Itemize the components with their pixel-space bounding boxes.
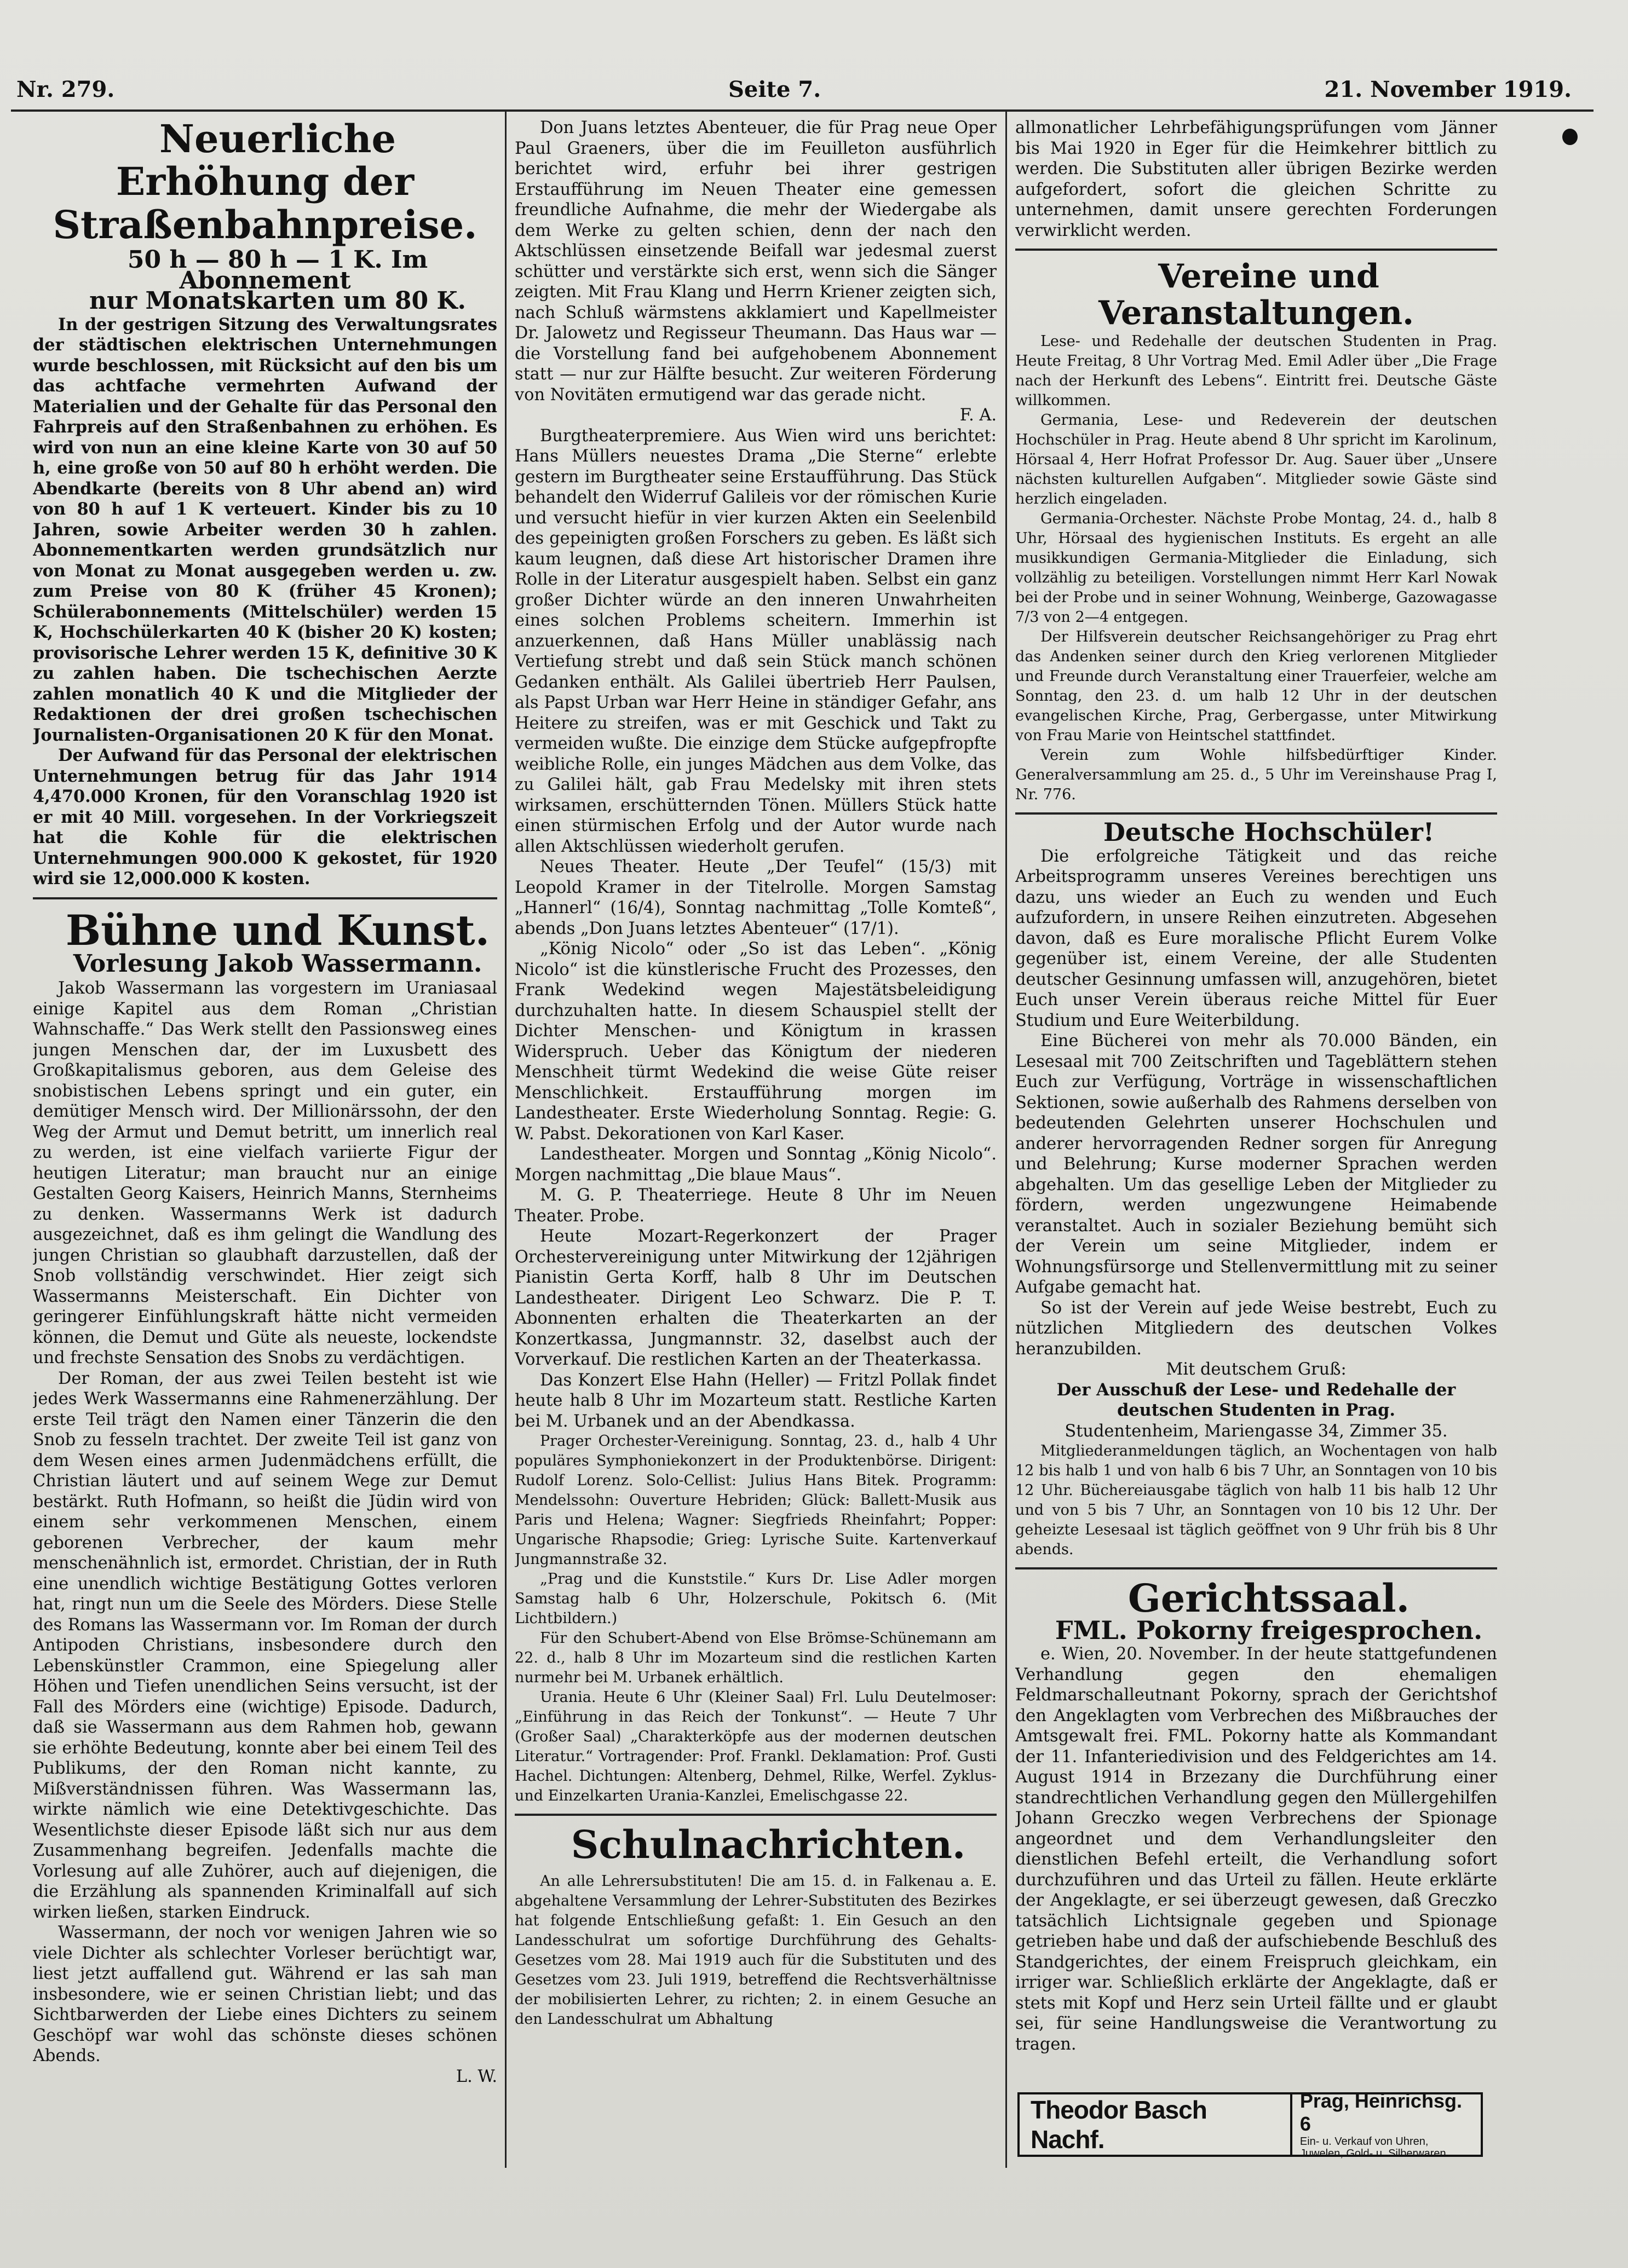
notice-paragraph: Das Konzert Else Hahn (Heller) — Fritzl Pollak findet heute halb 8 Uhr im Mozarteum statt. Restliche Karten bei M. Urbanek und an der Abendkassa. [515,1370,997,1431]
ad-details [1292,2087,1481,2162]
section-rule [1015,249,1497,251]
notice-address: Studentenheim, Mariengasse 34, Zimmer 35. [1065,1421,1448,1441]
column-divider-2 [1005,109,1007,2168]
article-paragraph: Wassermann, der noch vor wenigen Jahren wie so viele Dichter als schlechter Vorleser berüchtigt war, liest jetzt auffallend gut. Während er las sah man insbesondere, wie er seinen Christian liebt; und das Sichtbarwerden der Liebe eines Dichters zu seinem Geschöpf war wohl das schönste dieses schönen Abends. [33,1923,497,2066]
notice-paragraph: Prager Orchester-Vereinigung. Sonntag, 23. d., halb 4 Uhr populäres Symphoniekonzert in der Produktenbörse. Dirigent: Rudolf Lorenz. Solo-Cellist: Julius Hans Bitek. Programm: Mendelssohn: Ouverture Hebriden; Glück: Ballett-Musik aus Paris und Helena; Wagner: Siegfrieds Rheinfahrt; Popper: Ungarische Rhapsodie; Grieg: Lyrische Suite. Kartenverkauf Jungmannstraße 32. [515,1433,997,1568]
section-gerichtssaal: Gerichtssaal. [1127,1576,1410,1621]
advertisement-basch [1017,2090,1483,2160]
article-paragraph: Der Aufwand für das Personal der elektrischen Unternehmungen betrug für das Jahr 1914 4,470.000 Kronen, für den Voranschlag 1920 ist er mit 40 Mill. vorgesehen. In der Vorkriegszeit hat die Kohle für die elektrischen Unternehmungen 900.000 K gekostet, für 1920 wird sie 12,000.000 K kosten. [33,746,497,889]
subhead-pokorny: FML. Pokorny freigesprochen. [1055,1615,1483,1645]
notice-paragraph: Germania, Lese- und Redeverein der deutschen Hochschüler in Prag. Heute abend 8 Uhr spricht im Karolinum, Hörsaal 4, Herr Hofrat Professor Dr. Aug. Sauer über „Unsere nächsten kulturellen Aufgaben“. Mitglieder sowie Gäste sind herzlich eingeladen. [1015,412,1497,508]
notice-paragraph: M. G. P. Theaterriege. Heute 8 Uhr im Neuen Theater. Probe. [515,1186,997,1226]
notice-greeting: Mit deutschem Gruß: [1166,1360,1347,1380]
article-paragraph: Don Juans letztes Abenteuer, die für Prag neue Oper Paul Graeners, über die im Feuilleton ausführlich berichtet wird, erfuhr bei ihrer gestrigen Erstaufführung im Neuen Theater eine gemessen freundliche Aufnahme, die mehr der Wiedergabe als dem Werke zu gelten schien, denn der nach den Aktschlüssen einsetzende Beifall war jedesmal zuerst schütter und verstärkte sich erst, wenn sich die Sänger zeigten. Mit Frau Klang und Herrn Kriener zeigten sich, nach Schluß wärmstens akklamiert und Kapellmeister Dr. Jalowetz und Regisseur Theumann. Das Haus war — die Vorstellung fand bei aufgehobenem Abonnement statt — nur zur Hälfte besucht. Zur weiteren Förderung von Novitäten ermutigend war das gerade nicht. [515,118,997,405]
column-1 [33,118,497,2154]
page-header [16,77,1594,109]
subhead-monthly: nur Monatskarten um 80 K. [89,287,466,315]
article-paragraph: In der gestrigen Sitzung des Verwaltungsrates der städtischen elektrischen Unternehmungen wurde beschlossen, mit Rücksicht auf den bis um das achtfache vermehrten Aufwand der Materialien und der Gehalte für das Personal den Fahrpreis auf den Straßenbahnen zu erhöhen. Es wird von nun an eine kleine Karte von 30 auf 50 h, eine große von 50 auf 80 h erhöht werden. Die Abendkarte (bereits von 8 Uhr abend an) wird von 80 h auf 1 K verteuert. Kinder bis zu 10 Jahren, sowie Arbeiter werden 30 h zahlen. Abonnementkarten werden grundsätzlich nur von Monat zu Monat ausgegeben werden u. zw. zum Preise von 80 K (früher 45 Kronen); Schülerabonnements (Mittelschüler) werden 15 K, Hochschülerkarten 40 K (bisher 20 K) kosten; provisorische Lehrer werden 15 K, definitive 30 K zu zahlen haben. Die tschechischen Aerzte zahlen monatlich 40 K und die Mitglieder der Redaktionen der drei großen tschechischen Journalisten-Organisationen 20 K für den Monat. [33,314,497,745]
notice-paragraph: So ist der Verein auf jede Weise bestrebt, Euch zu nützlichen Mitgliedern des deutschen Volkes heranzubilden. [1015,1298,1497,1359]
section-schulnachrichten: Schulnachrichten. [571,1822,966,1867]
article-paragraph: An alle Lehrersubstituten! Die am 15. d. in Falkenau a. E. abgehaltene Versammlung der Lehrer-Substituten des Bezirkes hat folgende Entschließung gefaßt: 1. Ein Gesuch an den Landesschulrat um sofortige Durchführung des Gehalts-Gesetzes vom 28. Mai 1919 auch für die Substituten und des Gesetzes vom 23. Juli 1919, betreffend die Rechtsverhältnisse der mobilisierten Lehrer, zu richten; 2. in einem Gesuche an den Landesschulrat um Abhaltung [515,1873,997,2028]
notice-paragraph: „Prag und die Kunststile.“ Kurs Dr. Lise Adler morgen Samstag halb 6 Uhr, Holzerschule, Pokitsch 6. (Mit Lichtbildern.) [515,1571,997,1627]
notice-paragraph: Landestheater. Morgen und Sonntag „König Nicolo“. Morgen nachmittag „Die blaue Maus“. [515,1145,997,1185]
subhead-wassermann: Vorlesung Jakob Wassermann. [73,949,482,978]
article-paragraph: e. Wien, 20. November. In der heute stattgefundenen Verhandlung gegen den ehemaligen Feldmarschalleutnant Pokorny, sprach der Gerichtshof den Angeklagten vom Verbrechen des Mißbrauches der Amtsgewalt frei. FML. Pokorny hatte als Kommandant der 11. Infanteriedivision und des Feldgerichtes am 14. August 1914 in Brzezany die Durchführung einer standrechtlichen Verhandlung gegen den Müllergehilfen Johann Greczko wegen Verbrechens der Spionage angeordnet und dem Verhandlungsleiter den dienstlichen Befehl erteilt, die Verhandlung sofort durchzuführen und das Urteil zu fällen. Heute erklärte der Angeklagte, er sei überzeugt gewesen, daß Greczko tatsächlich Lichtsignale gegeben und Spionage getrieben habe und daß der aufschiebende Beschluß des Standgerichtes, der einem Freispruch gleichkam, ein irriger war. Schließlich erklärte der Angeklagte, daß er stets mit Kopf und Herz sein Urteil fällte und er glaubt sei, für seine Handlungsweise die Verantwortung zu tragen. [1015,1644,1497,2054]
article-signature: L. W. [456,2067,497,2086]
section-rule [515,1814,997,1816]
column-divider-1 [505,109,507,2168]
section-rule [1015,812,1497,815]
notice-paragraph: Für den Schubert-Abend von Else Brömse-Schünemann am 22. d., halb 8 Uhr im Mozarteum sind die restlichen Karten nurmehr bei M. Urbanek erhältlich. [515,1630,997,1686]
notice-signature: Der Ausschuß der Lese- und Redehalle der deutschen Studenten in Prag. [1056,1380,1456,1421]
section-rule [1015,1567,1497,1569]
notice-paragraph: Germania-Orchester. Nächste Probe Montag, 24. d., halb 8 Uhr, Hörsaal des hygienischen Instituts. Es ergeht an alle musikkundigen Germania-Mitglieder die Einladung, sich vollzählig zu beteiligen. Vorstellungen nimmt Herr Karl Nowak bei der Probe und in seiner Wohnung, Weinberge, Gazowagasse 7/3 von 2—4 entgegen. [1015,510,1497,626]
article-signature: F. A. [959,406,997,425]
column-3 [1015,118,1497,2088]
notice-title: Deutsche Hochschüler! [1103,817,1435,847]
section-rule [33,897,497,899]
notice-paragraph: Neues Theater. Heute „Der Teufel“ (15/3) mit Leopold Kramer in der Titelrolle. Morgen Samstag „Hannerl“ (16/4), Sonntag nachmittag „Tolle Komteß“, abends „Don Juans letztes Abenteuer“ (17/1). [515,857,997,938]
article-paragraph: Der Roman, der aus zwei Teilen besteht ist wie jedes Werk Wassermanns eine Rahmenerzählung. Der erste Teil trägt den Namen einer Tänzerin die den Snob zu fesseln trachtet. Der zweite Teil ist ganz von dem Wesen eines armen Judenmädchens erfüllt, die Christian läutert und auf seinem Wege zur Demut bestärkt. Ruth Hofmann, so heißt die Jüdin wird von einem sehr verkommenen Menschen, einem geborenen Verbrecher, der kaum mehr menschenähnlich ist, ermordet. Christian, der in Ruth eine unendlich wichtige Bestätigung Gottes verloren hat, ringt nun um die Seele des Mörders. Diese Stelle des Romans las Wassermann vor. Im Roman der durch Antipoden Christians, insbesondere durch den Lebenskünstler Crammon, eine Spiegelung aller Höhen und Tiefen unendlichen Seins versucht, ist der Fall des Mörders eine (wichtige) Episode. Dadurch, daß sie Wassermann aus dem Rahmen hob, gewann sie erhöhte Bedeutung, konnte aber bei einem Teil des Publikums, der den Roman nicht kannte, zu Mißverständnissen führen. Was Wassermann las, wirkte nämlich wie eine Detektivgeschichte. Das Wesentlichste dieser Episode läßt sich nur aus dem Zusammenhang begreifen. Jedenfalls machte die Vorlesung auf alle Zuhörer, auch auf diejenigen, die die Erzählung als spannenden Kriminalfall auf sich wirken ließen, starken Eindruck. [33,1369,497,1922]
section-buehne-und-kunst: Bühne und Kunst. [65,905,490,955]
notice-paragraph: Der Hilfsverein deutscher Reichsangehöriger zu Prag ehrt das Andenken seiner durch den Krieg verlorenen Mitglieder und Freunde durch Veranstaltung einer Trauerfeier, welche am Sonntag, den 23. d. um halb 12 Uhr in der deutschen evangelischen Kirche, Prag, Gerbergasse, unter Mitwirkung von Frau Marie von Heintschel stattfindet. [1015,628,1497,745]
article-paragraph: Burgtheaterpremiere. Aus Wien wird uns berichtet: Hans Müllers neuestes Drama „Die Sterne“ erlebte gestern im Burgtheater seine Erstaufführung. Das Stück behandelt den Widerruf Galileis vor der römischen Kurie und versucht hiefür in vier kurzen Akten ein Seelenbild des gepeinigten großen Forschers zu geben. Es läßt sich kaum leugnen, daß diese Art historischer Dramen ihre Rolle in der Literatur ausgespielt haben. Selbst ein ganz großer Dichter würde an den inneren Unwahrheiten eines solchen Problems scheitern. Immerhin ist anzuerkennen, daß Hans Müller unablässig nach Vertiefung strebt und daß sein Stück manch schönen Gedanken enthält. Als Galilei übertrieb Herr Paulsen, als Papst Urban war Herr Heine in ständiger Gefahr, ans Heitere zu streifen, was er mit Geschick und Takt zu vermeiden wußte. Die einzige dem Stücke aufgepfropfte weibliche Rolle, ein junges Mädchen aus dem Volke, das zu Galilei hält, gab Frau Medelsky mit ihren stets wirksamen, erschütternden Tönen. Müllers Stück hatte einen stürmischen Erfolg und der Autor wurde nach allen Aktschlüssen wiederholt gerufen. [515,426,997,856]
ink-blot [1562,129,1578,145]
column-2 [515,118,997,2154]
article-paragraph: allmonatlicher Lehrbefähigungsprüfungen vom Jänner bis Mai 1920 in Eger für die Heimkehrer bittlich zu werden. Die Substituten aller übrigen Bezirke werden aufgefordert, sofort die gleichen Schritte zu unternehmen, damit unsere gerechten Forderungen verwirklicht werden. [1015,118,1497,240]
subhead-prices: 50 h — 80 h — 1 K. Im Abonnement [127,246,428,295]
notice-paragraph: Urania. Heute 6 Uhr (Kleiner Saal) Frl. Lulu Deutelmoser: „Einführung in das Reich der Tonkunst“. — Heute 7 Uhr (Großer Saal) „Charakterköpfe aus der modernen deutschen Literatur.“ Vortragender: Prof. Frankl. Deklamation: Prof. Gusti Hachel. Dichtungen: Altenberg, Dehmel, Rilke, Werfel. Zyklus- und Einzelkarten Urania-Kanzlei, Emelischgasse 22. [515,1689,997,1804]
notice-paragraph: Die erfolgreiche Tätigkeit und das reiche Arbeitsprogramm unseres Vereines berechtigen uns dazu, uns wieder an Euch zu wenden und Euch aufzufordern, in unsere Reihen einzutreten. Abgesehen davon, daß es Eure moralische Pflicht Eurem Volke gegenüber ist, einem Vereine, der alle Studenten deutscher Gesinnung umfassen will, anzugehören, bietet Euch unser Verein überaus reiche Mittel für Euer Studium und Eure Weiterbildung. [1015,846,1497,1030]
page-number: Seite 7. [728,77,821,102]
issue-number: Nr. 279. [16,77,115,102]
section-vereine: Vereine und Veranstaltungen. [1098,257,1414,333]
notice-paragraph: Heute Mozart-Regerkonzert der Prager Orchestervereinigung unter Mitwirkung der 12jährigen Pianistin Gerta Korff, halb 8 Uhr im Deutschen Landestheater. Dirigent Leo Schwarz. Die P. T. Abonnenten erhalten die Theaterkarten an der Konzertkassa, Jungmannstr. 32, daselbst auch der Vorverkauf. Die restlichen Karten an der Theaterkassa. [515,1227,997,1369]
ad-line: Ein- u. Verkauf von Uhren, [1299,2136,1429,2148]
notice-paragraph: Lese- und Redehalle der deutschen Studenten in Prag. Heute Freitag, 8 Uhr Vortrag Med. Emil Adler über „Die Frage nach der Herkunft des Lebens“. Eintritt frei. Deutsche Gäste willkommen. [1015,333,1497,409]
notice-paragraph: Eine Bücherei von mehr als 70.000 Bänden, ein Lesesaal mit 700 Zeitschriften und Tageblättern stehen Euch zur Verfügung, Vorträge in wissenschaftlichen Sektionen, sowie außerhalb des Rahmens derselben von bedeutenden Gelehrten unserer Hochschulen und anderer hervorragenden Redner sorgen für Anregung und Belehrung; Kurse moderner Sprachen werden abgehalten. Um das gesellige Leben der Mitglieder zu fördern, werden ungezwungene Heimabende veranstaltet. Auch in sozialer Beziehung bemüht sich der Verein um seine Mitglieder, indem er Wohnungsfürsorge und Stellenvermittlung mit zu seiner Aufgabe gemacht hat. [1015,1031,1497,1297]
notice-paragraph: Mitgliederanmeldungen täglich, an Wochentagen von halb 12 bis halb 1 und von halb 6 bis 7 Uhr, an Sonntagen von 10 bis 12 Uhr. Büchereiausgabe täglich von halb 11 bis halb 12 Uhr und von 5 bis 7 Uhr, an Sonntagen von 10 bis 12 Uhr. Der geheizte Lesesaal ist täglich geöffnet von 9 Uhr früh bis 8 Uhr abends. [1015,1442,1497,1559]
issue-date: 21. November 1919. [1324,77,1572,102]
ad-company-name: Theodor Basch Nachf. [1020,2094,1292,2155]
header-rule [11,109,1594,112]
ad-address: Prag, Heinrichsg. 6 [1299,2090,1462,2135]
notice-paragraph: Verein zum Wohle hilfsbedürftiger Kinder. Generalversammlung am 25. d., 5 Uhr im Vereinshause Prag I, Nr. 776. [1015,747,1497,804]
headline-tram-fares: Neuerliche Erhöhung der Straßenbahnpreise. [53,118,478,247]
article-paragraph: Jakob Wassermann las vorgestern im Uraniasaal einige Kapitel aus dem Roman „Christian Wahnschaffe.“ Das Werk stellt den Passionsweg eines jungen Menschen dar, der im Luxusbett des Großkapitalismus geboren, aus dem Geleise des snobistischen Lebens springt und ein guter, ein demütiger Mensch wird. Der Millionärssohn, der den Weg der Armut und Demut betritt, um innerlich real zu werden, ist eine vielfach variierte Figur der heutigen Literatur; man braucht nur an einige Gestalten Georg Kaisers, Heinrich Manns, Sternheims zu denken. Wassermanns Werk ist dadurch ausgezeichnet, daß es ihm gelingt die Wandlung des jungen Christian so glaubhaft darzustellen, daß der Snob vollständig verschwindet. Hier zeigt sich Wassermanns Meisterschaft. Ein Dichter von geringerer Einfühlungskraft hätte nicht vermeiden können, die Demut und Güte als neueste, lockendste und frechste Sensation des Snobs zu verdächtigen. [33,979,497,1368]
ad-line: Juwelen, Gold- u. Silberwaren. [1299,2148,1449,2160]
notice-paragraph: „König Nicolo“ oder „So ist das Leben“. „König Nicolo“ ist die künstlerische Frucht des Prozesses, den Frank Wedekind wegen Majestätsbeleidigung durchzuhalten hatte. In diesem Schauspiel stellt der Dichter Menschen- und Königtum in krassen Widerspruch. Ueber das Königtum der niederen Menschheit türmt Wedekind die weise Güte reiser Menschlichkeit. Erstaufführung morgen im Landestheater. Erste Wiederholung Sonntag. Regie: G. W. Pabst. Dekorationen von Karl Kaser. [515,939,997,1144]
